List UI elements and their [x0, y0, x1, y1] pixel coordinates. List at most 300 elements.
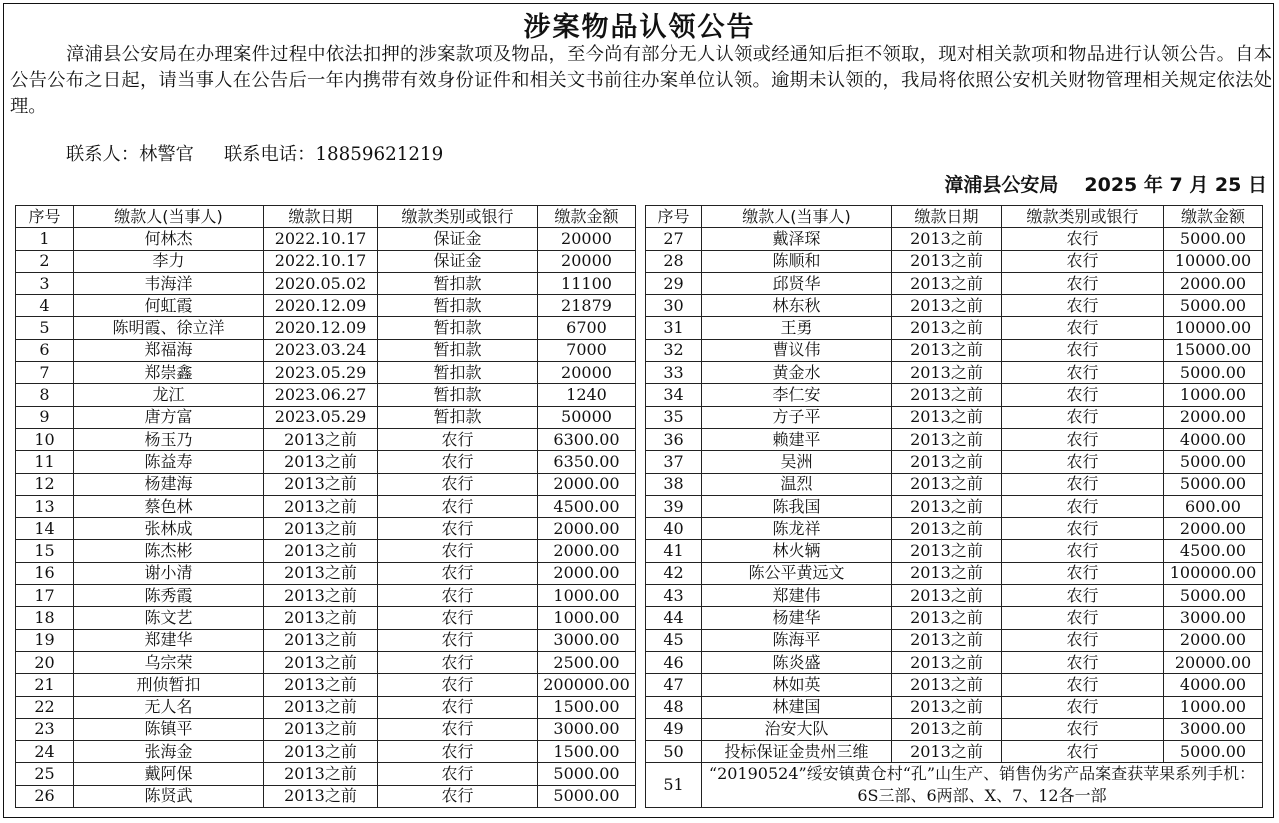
cell-category: 保证金	[378, 250, 538, 272]
cell-no: 21	[16, 674, 74, 696]
cell-payer: 陈明霞、徐立洋	[74, 317, 264, 339]
cell-payer: 蔡色林	[74, 495, 264, 517]
cell-amount: 21879	[538, 295, 636, 317]
cell-no: 12	[16, 473, 74, 495]
cell-amount: 5000.00	[1164, 585, 1263, 607]
header-category: 缴款类别或银行	[1002, 206, 1164, 228]
claim-table-left	[15, 205, 636, 808]
cell-category: 暂扣款	[378, 317, 538, 339]
cell-category: 农行	[1002, 428, 1164, 450]
cell-amount: 5000.00	[1164, 228, 1263, 250]
cell-no: 35	[646, 406, 702, 428]
cell-amount: 1000.00	[1164, 384, 1263, 406]
cell-no: 24	[16, 741, 74, 763]
cell-payer: 陈龙祥	[702, 518, 892, 540]
cell-no: 1	[16, 228, 74, 250]
cell-payer: 陈益寿	[74, 451, 264, 473]
cell-payer: 方子平	[702, 406, 892, 428]
claim-table-right-body	[646, 228, 1263, 808]
cell-amount: 2000.00	[538, 518, 636, 540]
table-row	[16, 406, 636, 428]
table-row	[16, 607, 636, 629]
table-row	[16, 562, 636, 584]
cell-date: 2013之前	[892, 585, 1002, 607]
table-row	[16, 741, 636, 763]
cell-date: 2013之前	[264, 763, 378, 785]
cell-no: 26	[16, 785, 74, 807]
cell-category: 农行	[378, 518, 538, 540]
table-row	[646, 451, 1263, 473]
cell-no: 38	[646, 473, 702, 495]
cell-no: 51	[646, 763, 702, 808]
cell-no: 28	[646, 250, 702, 272]
cell-payer: 吴洲	[702, 451, 892, 473]
table-row	[16, 763, 636, 785]
cell-category: 农行	[1002, 451, 1164, 473]
cell-no: 4	[16, 295, 74, 317]
header-payer: 缴款人(当事人)	[74, 206, 264, 228]
cell-no: 18	[16, 607, 74, 629]
cell-category: 农行	[1002, 696, 1164, 718]
cell-date: 2013之前	[264, 651, 378, 673]
cell-amount: 5000.00	[1164, 451, 1263, 473]
cell-date: 2013之前	[892, 495, 1002, 517]
cell-amount: 4500.00	[538, 495, 636, 517]
cell-date: 2013之前	[264, 696, 378, 718]
cell-no: 41	[646, 540, 702, 562]
contact-person: 联系人：林警官	[66, 144, 194, 165]
cell-date: 2013之前	[264, 674, 378, 696]
cell-amount: 6350.00	[538, 451, 636, 473]
header-category: 缴款类别或银行	[378, 206, 538, 228]
cell-amount: 2000.00	[1164, 518, 1263, 540]
table-row	[646, 696, 1263, 718]
cell-category: 保证金	[378, 228, 538, 250]
cell-amount: 600.00	[1164, 495, 1263, 517]
cell-amount: 5000.00	[1164, 362, 1263, 384]
table-row	[16, 696, 636, 718]
header-amount: 缴款金额	[1164, 206, 1263, 228]
cell-category: 农行	[1002, 651, 1164, 673]
cell-payer: 陈文艺	[74, 607, 264, 629]
cell-payer: 陈贤武	[74, 785, 264, 807]
cell-payer: 谢小清	[74, 562, 264, 584]
cell-payer: 无人名	[74, 696, 264, 718]
cell-payer: 郑建伟	[702, 585, 892, 607]
cell-category: 农行	[378, 674, 538, 696]
cell-date: 2013之前	[892, 674, 1002, 696]
cell-amount: 2500.00	[538, 651, 636, 673]
cell-no: 3	[16, 272, 74, 294]
cell-no: 34	[646, 384, 702, 406]
cell-payer: 杨玉乃	[74, 428, 264, 450]
cell-no: 19	[16, 629, 74, 651]
cell-amount: 5000.00	[1164, 295, 1263, 317]
cell-date: 2013之前	[892, 473, 1002, 495]
cell-date: 2013之前	[892, 718, 1002, 740]
cell-amount: 7000	[538, 339, 636, 361]
header-no: 序号	[646, 206, 702, 228]
cell-payer: 戴泽琛	[702, 228, 892, 250]
cell-amount: 6300.00	[538, 428, 636, 450]
table-row	[646, 518, 1263, 540]
cell-date: 2013之前	[892, 562, 1002, 584]
table-row	[646, 718, 1263, 740]
cell-amount: 3000.00	[1164, 718, 1263, 740]
cell-no: 30	[646, 295, 702, 317]
cell-category: 农行	[378, 585, 538, 607]
cell-payer: 投标保证金贵州三维	[702, 741, 892, 763]
cell-category: 暂扣款	[378, 272, 538, 294]
cell-date: 2013之前	[892, 741, 1002, 763]
table-row	[646, 607, 1263, 629]
cell-category: 农行	[1002, 629, 1164, 651]
cell-category: 暂扣款	[378, 384, 538, 406]
table-row	[16, 585, 636, 607]
cell-amount: 1500.00	[538, 696, 636, 718]
cell-date: 2013之前	[264, 518, 378, 540]
cell-payer: 张林成	[74, 518, 264, 540]
cell-date: 2023.05.29	[264, 406, 378, 428]
cell-date: 2023.06.27	[264, 384, 378, 406]
cell-category: 农行	[1002, 384, 1164, 406]
header-date: 缴款日期	[892, 206, 1002, 228]
cell-no: 31	[646, 317, 702, 339]
cell-no: 43	[646, 585, 702, 607]
cell-amount: 11100	[538, 272, 636, 294]
cell-amount: 5000.00	[538, 763, 636, 785]
cell-amount: 1240	[538, 384, 636, 406]
cell-no: 17	[16, 585, 74, 607]
cell-payer: 郑崇鑫	[74, 362, 264, 384]
cell-category: 农行	[1002, 674, 1164, 696]
table-row	[16, 250, 636, 272]
cell-date: 2013之前	[264, 629, 378, 651]
cell-date: 2023.05.29	[264, 362, 378, 384]
table-row	[16, 317, 636, 339]
cell-category: 农行	[378, 495, 538, 517]
cell-date: 2013之前	[264, 785, 378, 807]
cell-category: 农行	[378, 473, 538, 495]
cell-category: 农行	[378, 651, 538, 673]
table-row	[16, 651, 636, 673]
cell-category: 农行	[1002, 495, 1164, 517]
cell-amount: 1000.00	[538, 607, 636, 629]
issuer-name: 漳浦县公安局	[944, 174, 1059, 196]
cell-category: 农行	[378, 629, 538, 651]
cell-category: 农行	[1002, 250, 1164, 272]
cell-category: 农行	[1002, 718, 1164, 740]
table-row	[646, 228, 1263, 250]
cell-no: 9	[16, 406, 74, 428]
cell-no: 36	[646, 428, 702, 450]
cell-payer: 曹议伟	[702, 339, 892, 361]
cell-no: 29	[646, 272, 702, 294]
cell-no: 44	[646, 607, 702, 629]
table-row	[16, 785, 636, 807]
cell-date: 2020.12.09	[264, 295, 378, 317]
cell-amount: 15000.00	[1164, 339, 1263, 361]
cell-no: 39	[646, 495, 702, 517]
cell-no: 45	[646, 629, 702, 651]
cell-date: 2013之前	[264, 585, 378, 607]
table-row	[646, 741, 1263, 763]
cell-payer: 李力	[74, 250, 264, 272]
cell-date: 2013之前	[264, 495, 378, 517]
cell-no: 32	[646, 339, 702, 361]
cell-payer: 乌宗荣	[74, 651, 264, 673]
table-row	[16, 674, 636, 696]
cell-date: 2013之前	[892, 696, 1002, 718]
table-row	[646, 339, 1263, 361]
cell-amount: 3000.00	[1164, 607, 1263, 629]
cell-payer: 赖建平	[702, 428, 892, 450]
cell-amount: 4000.00	[1164, 428, 1263, 450]
cell-payer: 刑侦暂扣	[74, 674, 264, 696]
cell-amount: 1500.00	[538, 741, 636, 763]
cell-date: 2022.10.17	[264, 250, 378, 272]
table-row	[16, 228, 636, 250]
header-date: 缴款日期	[264, 206, 378, 228]
cell-payer: 陈炎盛	[702, 651, 892, 673]
cell-date: 2013之前	[892, 339, 1002, 361]
table-header-row	[646, 206, 1263, 228]
cell-no: 33	[646, 362, 702, 384]
cell-category: 农行	[378, 562, 538, 584]
cell-no: 37	[646, 451, 702, 473]
cell-category: 农行	[1002, 272, 1164, 294]
cell-amount: 3000.00	[538, 718, 636, 740]
cell-payer: 林东秋	[702, 295, 892, 317]
table-row	[646, 562, 1263, 584]
cell-payer: 郑福海	[74, 339, 264, 361]
cell-payer: 何林杰	[74, 228, 264, 250]
cell-payer: 韦海洋	[74, 272, 264, 294]
cell-amount: 4500.00	[1164, 540, 1263, 562]
cell-date: 2020.05.02	[264, 272, 378, 294]
cell-date: 2013之前	[264, 451, 378, 473]
cell-payer: 陈镇平	[74, 718, 264, 740]
cell-no: 40	[646, 518, 702, 540]
cell-category: 农行	[378, 428, 538, 450]
cell-no: 15	[16, 540, 74, 562]
cell-no: 8	[16, 384, 74, 406]
table-row	[646, 384, 1263, 406]
table-row	[646, 272, 1263, 294]
cell-amount: 5000.00	[1164, 741, 1263, 763]
cell-payer: 陈顺和	[702, 250, 892, 272]
cell-payer: 陈公平黄远文	[702, 562, 892, 584]
cell-no: 10	[16, 428, 74, 450]
cell-category: 暂扣款	[378, 295, 538, 317]
cell-date: 2013之前	[264, 473, 378, 495]
cell-date: 2013之前	[892, 317, 1002, 339]
cell-amount: 2000.00	[538, 540, 636, 562]
cell-no: 20	[16, 651, 74, 673]
cell-category: 农行	[378, 785, 538, 807]
cell-payer: 杨建华	[702, 607, 892, 629]
cell-no: 50	[646, 741, 702, 763]
cell-category: 农行	[1002, 540, 1164, 562]
cell-date: 2022.10.17	[264, 228, 378, 250]
cell-category: 暂扣款	[378, 362, 538, 384]
cell-date: 2013之前	[264, 607, 378, 629]
cell-date: 2013之前	[264, 741, 378, 763]
cell-amount: 10000.00	[1164, 317, 1263, 339]
cell-payer: 何虹霞	[74, 295, 264, 317]
cell-date: 2013之前	[892, 428, 1002, 450]
cell-payer: 张海金	[74, 741, 264, 763]
claim-table-right	[645, 205, 1263, 808]
cell-amount: 20000.00	[1164, 651, 1263, 673]
cell-category: 农行	[1002, 362, 1164, 384]
cell-date: 2013之前	[892, 540, 1002, 562]
cell-date: 2013之前	[892, 272, 1002, 294]
cell-amount: 6700	[538, 317, 636, 339]
cell-payer: 林如英	[702, 674, 892, 696]
table-row	[16, 540, 636, 562]
notice-body: 漳浦县公安局在办理案件过程中依法扣押的涉案款项及物品，至今尚有部分无人认领或经通知后拒不领取，现对相关款项和物品进行认领公告。自本公告公布之日起，请当事人在公告后一年内携带有效身份证件和相关文书前往办案单位认领。逾期未认领的，我局将依照公安机关财物管理相关规定依法处理。	[10, 44, 1272, 117]
cell-no: 48	[646, 696, 702, 718]
cell-amount: 2000.00	[1164, 629, 1263, 651]
cell-no: 23	[16, 718, 74, 740]
cell-date: 2023.03.24	[264, 339, 378, 361]
cell-category: 农行	[1002, 228, 1164, 250]
cell-date: 2013之前	[892, 295, 1002, 317]
cell-amount: 100000.00	[1164, 562, 1263, 584]
cell-payer: 李仁安	[702, 384, 892, 406]
cell-payer: 郑建华	[74, 629, 264, 651]
header-no: 序号	[16, 206, 74, 228]
table-row	[646, 473, 1263, 495]
cell-date: 2013之前	[264, 562, 378, 584]
cell-category: 农行	[1002, 317, 1164, 339]
cell-payer: 林火辆	[702, 540, 892, 562]
cell-date: 2013之前	[892, 362, 1002, 384]
cell-no: 27	[646, 228, 702, 250]
cell-payer: 龙江	[74, 384, 264, 406]
cell-payer: 林建国	[702, 696, 892, 718]
cell-payer: 王勇	[702, 317, 892, 339]
cell-date: 2013之前	[892, 629, 1002, 651]
cell-date: 2013之前	[892, 384, 1002, 406]
cell-date: 2013之前	[892, 651, 1002, 673]
cell-no: 13	[16, 495, 74, 517]
cell-payer: 陈我国	[702, 495, 892, 517]
table-row	[16, 718, 636, 740]
cell-no: 22	[16, 696, 74, 718]
cell-description: “20190524”绥安镇黄仓村“孔”山生产、销售伪劣产品案查获苹果系列手机：6S三部、6两部、X、7、12各一部	[702, 763, 1263, 808]
cell-payer: 陈秀霞	[74, 585, 264, 607]
table-row	[646, 295, 1263, 317]
cell-amount: 3000.00	[538, 629, 636, 651]
cell-date: 2020.12.09	[264, 317, 378, 339]
issue-date: 2025 年 7 月 25 日	[1084, 174, 1267, 196]
cell-amount: 2000.00	[1164, 272, 1263, 294]
cell-date: 2013之前	[892, 228, 1002, 250]
cell-no: 46	[646, 651, 702, 673]
cell-date: 2013之前	[264, 428, 378, 450]
table-row	[646, 406, 1263, 428]
cell-payer: 陈杰彬	[74, 540, 264, 562]
cell-category: 农行	[378, 763, 538, 785]
cell-amount: 5000.00	[538, 785, 636, 807]
cell-amount: 200000.00	[538, 674, 636, 696]
cell-no: 6	[16, 339, 74, 361]
cell-category: 农行	[1002, 607, 1164, 629]
table-row	[16, 518, 636, 540]
table-row	[16, 473, 636, 495]
cell-amount: 4000.00	[1164, 674, 1263, 696]
header-payer: 缴款人(当事人)	[702, 206, 892, 228]
table-row	[16, 495, 636, 517]
cell-amount: 1000.00	[1164, 696, 1263, 718]
contact-line	[66, 142, 443, 168]
table-row	[646, 651, 1263, 673]
cell-no: 5	[16, 317, 74, 339]
cell-date: 2013之前	[264, 540, 378, 562]
cell-payer: 温烈	[702, 473, 892, 495]
table-row	[646, 250, 1263, 272]
cell-no: 47	[646, 674, 702, 696]
table-row	[16, 339, 636, 361]
cell-category: 农行	[378, 696, 538, 718]
table-row	[646, 763, 1263, 808]
table-row	[646, 585, 1263, 607]
table-row	[16, 362, 636, 384]
table-row	[646, 674, 1263, 696]
claim-table-left-body	[16, 228, 636, 808]
cell-category: 农行	[378, 451, 538, 473]
table-row	[646, 317, 1263, 339]
cell-date: 2013之前	[892, 406, 1002, 428]
cell-amount: 2000.00	[538, 473, 636, 495]
cell-no: 14	[16, 518, 74, 540]
cell-category: 农行	[378, 540, 538, 562]
header-amount: 缴款金额	[538, 206, 636, 228]
cell-payer: 戴阿保	[74, 763, 264, 785]
cell-amount: 2000.00	[1164, 406, 1263, 428]
cell-no: 42	[646, 562, 702, 584]
cell-category: 农行	[1002, 562, 1164, 584]
cell-category: 农行	[378, 718, 538, 740]
cell-category: 农行	[1002, 585, 1164, 607]
cell-no: 7	[16, 362, 74, 384]
issuer-line	[944, 170, 1267, 197]
cell-category: 农行	[1002, 406, 1164, 428]
cell-amount: 1000.00	[538, 585, 636, 607]
table-row	[646, 428, 1263, 450]
cell-no: 11	[16, 451, 74, 473]
contact-phone: 联系电话：18859621219	[223, 144, 444, 165]
table-row	[646, 629, 1263, 651]
table-row	[16, 451, 636, 473]
cell-category: 农行	[1002, 473, 1164, 495]
cell-category: 暂扣款	[378, 339, 538, 361]
cell-payer: 陈海平	[702, 629, 892, 651]
cell-date: 2013之前	[892, 518, 1002, 540]
cell-date: 2013之前	[892, 607, 1002, 629]
cell-amount: 20000	[538, 228, 636, 250]
table-row	[646, 495, 1263, 517]
cell-category: 农行	[1002, 295, 1164, 317]
cell-amount: 5000.00	[1164, 473, 1263, 495]
cell-category: 农行	[1002, 518, 1164, 540]
cell-no: 16	[16, 562, 74, 584]
table-row	[16, 272, 636, 294]
notice-title: 涉案物品认领公告	[523, 12, 756, 43]
cell-date: 2013之前	[892, 451, 1002, 473]
